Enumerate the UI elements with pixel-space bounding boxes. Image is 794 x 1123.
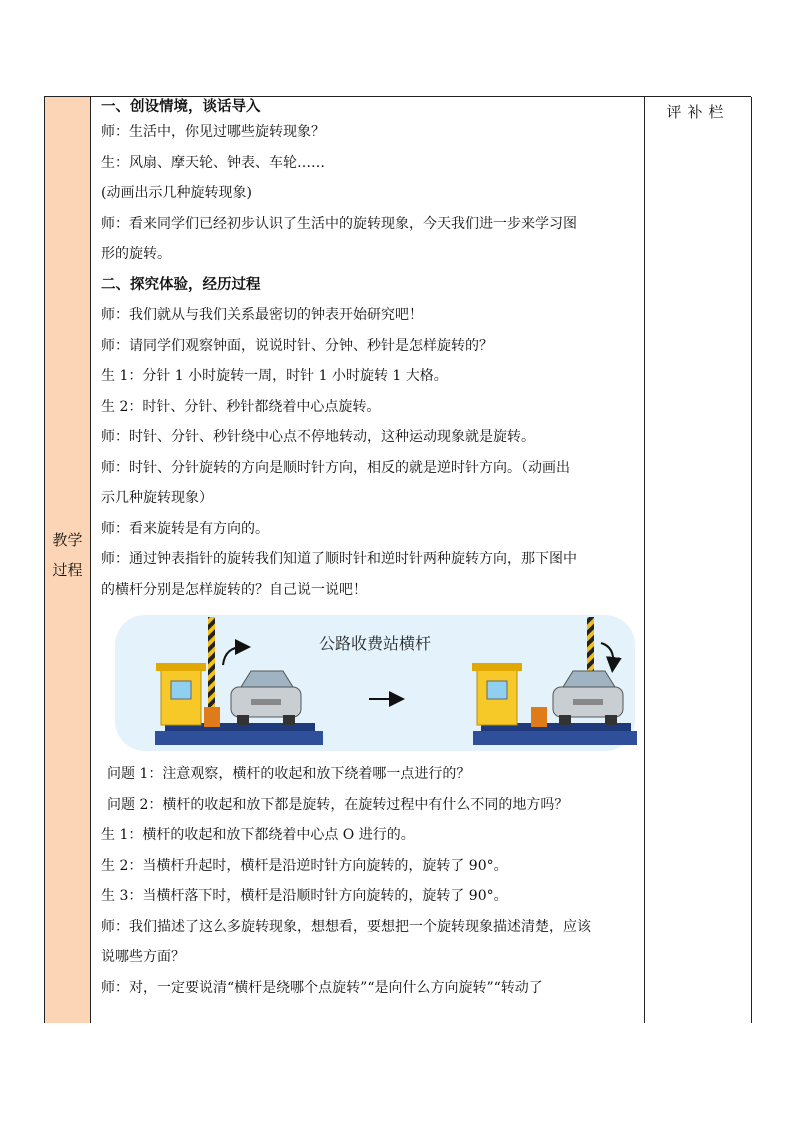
text-line: 生 1：横杆的收起和放下都绕着中心点 O 进行的。 bbox=[101, 827, 415, 843]
notes-column-header: 评补栏 bbox=[666, 103, 730, 121]
text-line: 示几种旋转现象） bbox=[101, 490, 213, 506]
text-line: 生：风扇、摩天轮、钟表、车轮…… bbox=[101, 154, 325, 171]
figure-title: 公路收费站横杆 bbox=[319, 634, 432, 653]
booth-window bbox=[171, 681, 191, 699]
text-line: 师：对，一定要说清“横杆是绕哪个点旋转”“是向什么方向旋转”“转动了 bbox=[101, 979, 543, 996]
text-line: 说哪些方面？ bbox=[101, 949, 185, 965]
lesson-table bbox=[44, 96, 751, 1023]
ground-platform bbox=[473, 731, 637, 745]
text-line: 生 2：时针、分针、秒针都绕着中心点旋转。 bbox=[101, 398, 381, 415]
text-line: (动画出示几种旋转现象) bbox=[101, 185, 252, 201]
text-line: 问题 1：注意观察，横杆的收起和放下绕着哪一点进行的？ bbox=[107, 766, 471, 782]
toll-gate-figure bbox=[101, 613, 637, 753]
text-line: 生 3：当横杆落下时，横杆是沿顺时针方向旋转的，旋转了 90°。 bbox=[101, 888, 508, 904]
text-line: 师：通过钟表指针的旋转我们知道了顺时针和逆时针两种旋转方向，那下图中 bbox=[101, 551, 577, 567]
ground-platform bbox=[155, 731, 323, 745]
text-line: 生 1：分针 1 小时旋转一周，时针 1 小时旋转 1 大格。 bbox=[101, 368, 448, 384]
text-block-before bbox=[101, 97, 637, 605]
raised-bar bbox=[208, 617, 215, 707]
text-line: 的横杆分别是怎样旋转的？自己说一说吧！ bbox=[101, 581, 367, 598]
text-line: 师：看来旋转是有方向的。 bbox=[101, 520, 269, 537]
text-line: 生 2：当横杆升起时，横杆是沿逆时针方向旋转的，旋转了 90°。 bbox=[101, 857, 508, 874]
notes-column bbox=[645, 97, 752, 1023]
booth-window bbox=[487, 681, 507, 699]
gate-pivot-box bbox=[531, 707, 547, 727]
text-line: 师：时针、分针旋转的方向是顺时针方向，相反的就是逆时针方向。（动画出 bbox=[101, 459, 570, 476]
gate-pivot-box bbox=[204, 707, 220, 727]
left-column bbox=[45, 97, 91, 1023]
text-line: 师：看来同学们已经初步认识了生活中的旋转现象，今天我们进一步来学习图 bbox=[101, 215, 577, 232]
section-label-line: 过程 bbox=[52, 561, 83, 579]
section-heading: 二、探究体验，经历过程 bbox=[101, 276, 261, 293]
text-line: 师：我们描述了这么多旋转现象，想想看，要想把一个旋转现象描述清楚，应该 bbox=[101, 918, 591, 935]
text-line: 师：时针、分针、秒针绕中心点不停地转动，这种运动现象就是旋转。 bbox=[101, 429, 535, 445]
text-block-after bbox=[101, 759, 637, 1003]
section-label bbox=[45, 525, 90, 585]
text-line: 师：我们就从与我们关系最密切的钟表开始研究吧！ bbox=[101, 307, 423, 323]
text-line: 形的旋转。 bbox=[101, 246, 171, 262]
text-line: 师：请同学们观察钟面，说说时针、分钟、秒针是怎样旋转的？ bbox=[101, 337, 493, 354]
text-line: 问题 2：横杆的收起和放下都是旋转，在旋转过程中有什么不同的地方吗？ bbox=[107, 796, 569, 813]
section-heading: 一、创设情境，谈话导入 bbox=[101, 99, 261, 115]
lesson-content bbox=[101, 97, 637, 1003]
section-label-line: 教学 bbox=[52, 531, 83, 549]
text-line: 师：生活中，你见过哪些旋转现象？ bbox=[101, 124, 325, 140]
